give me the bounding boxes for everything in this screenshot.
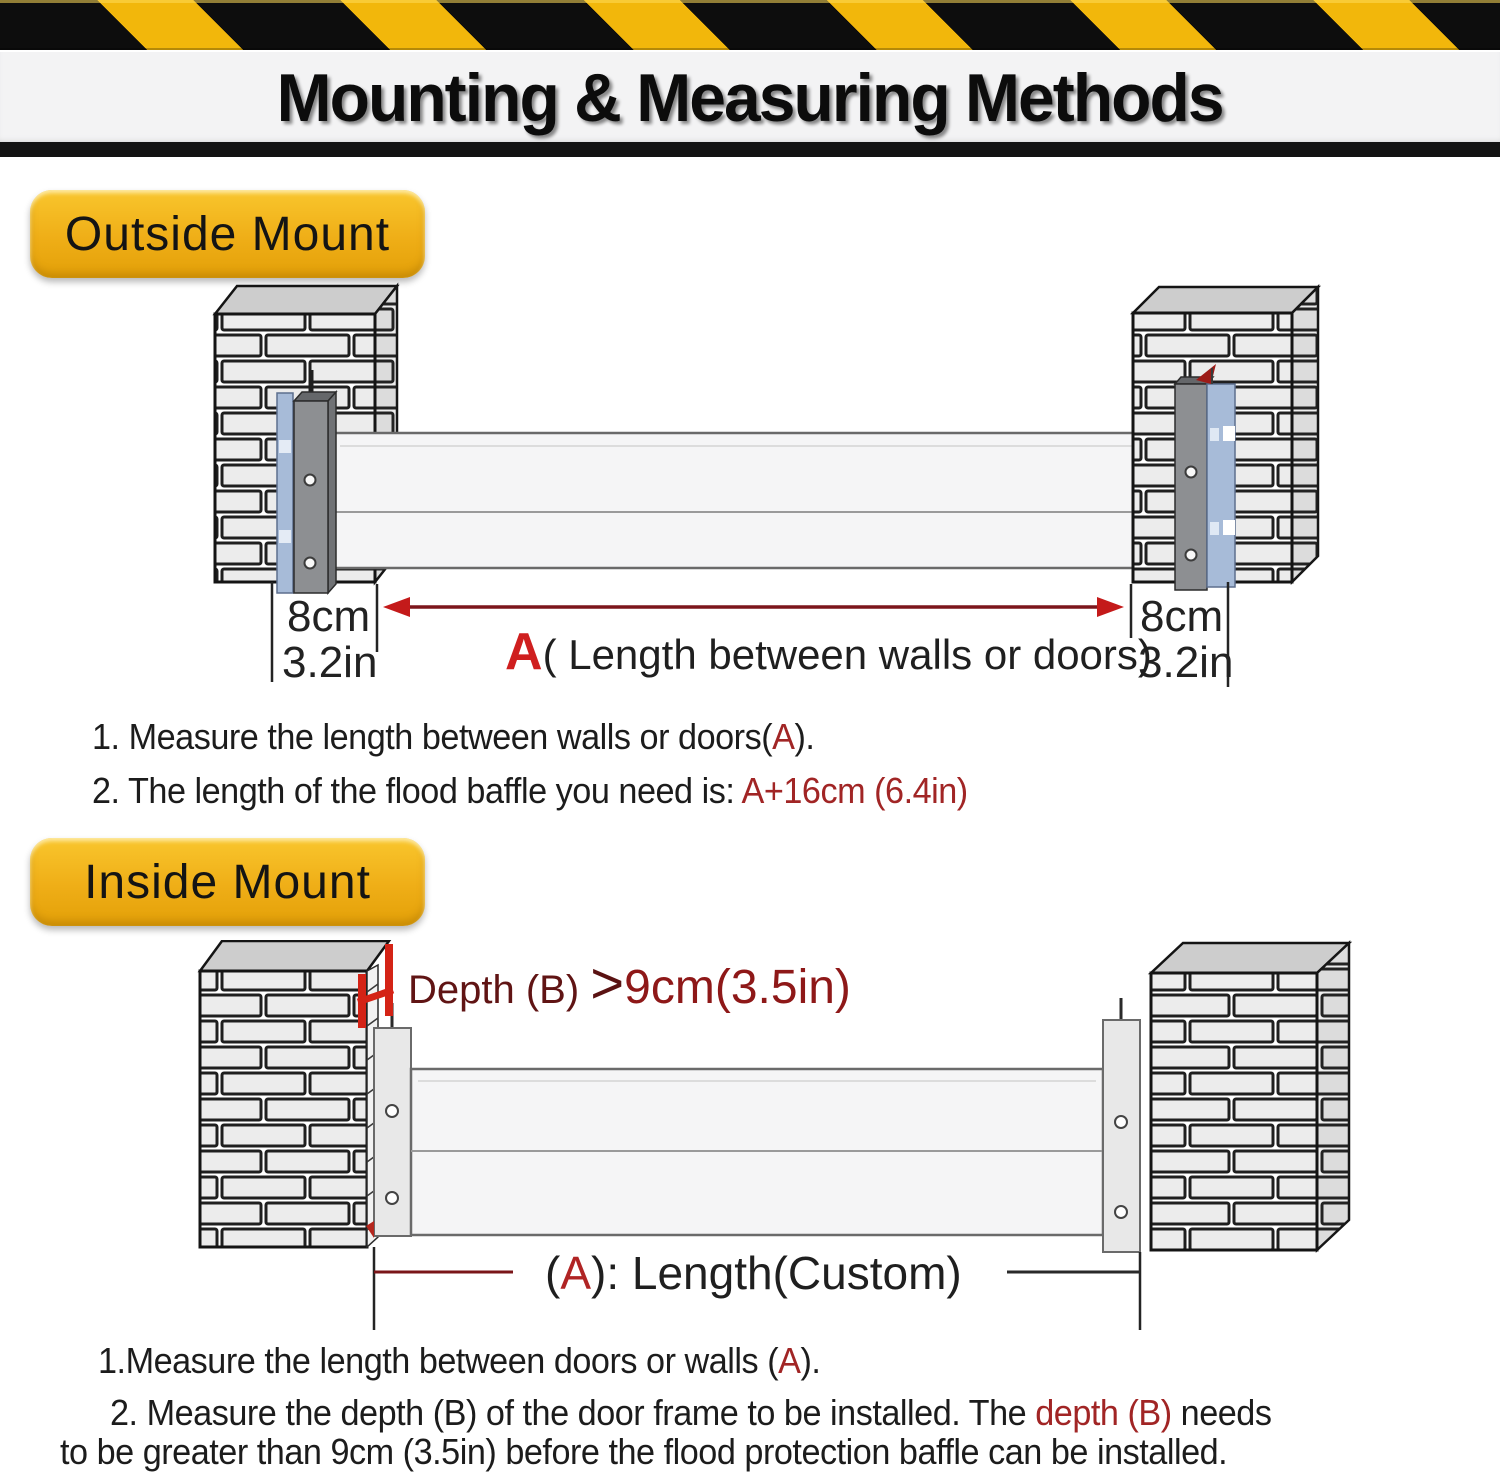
outside-mount-diagram <box>0 280 1500 700</box>
length-note-label: (A): Length(Custom) <box>545 1247 962 1299</box>
arrowhead-right-icon <box>1097 597 1124 617</box>
left-offset-cm-label: 8cm <box>287 592 371 641</box>
outside-step-1: 1. Measure the length between walls or doors(A). <box>92 716 815 757</box>
outside-mount-badge <box>30 190 425 278</box>
outside-flood-barrier-panel <box>333 433 1175 568</box>
hazard-stripe-banner <box>0 0 1500 50</box>
inside-right-bracket-plate <box>1103 998 1140 1252</box>
screw-hole-icon <box>305 475 316 486</box>
outside-step-2: 2. The length of the flood baffle you need is: A+16cm (6.4in) <box>92 770 968 811</box>
outside-left-mounting-bracket <box>294 370 336 593</box>
inside-flood-barrier-panel <box>411 1069 1103 1235</box>
inside-mount-badge <box>30 838 425 926</box>
inside-step-2-line-2: to be greater than 9cm (3.5in) before the flood protection baffle can be installed. <box>60 1431 1228 1472</box>
screw-hole-icon <box>1115 1206 1127 1218</box>
inside-mount-badge-label: Inside Mount <box>84 855 371 909</box>
title-divider <box>0 142 1500 157</box>
inside-step-2-line-1: 2. Measure the depth (B) of the door frame to be installed. The depth (B) needs <box>110 1392 1272 1433</box>
page-title: Mounting & Measuring Methods <box>276 60 1223 136</box>
left-offset-in-label: 3.2in <box>282 638 378 687</box>
screw-hole-icon <box>1115 1116 1127 1128</box>
screw-hole-icon <box>1186 467 1197 478</box>
outside-mount-badge-label: Outside Mount <box>64 207 391 261</box>
right-offset-cm-label: 8cm <box>1140 592 1224 641</box>
arrowhead-left-icon <box>383 597 410 617</box>
screw-hole-icon <box>1186 550 1197 561</box>
inside-mount-diagram <box>0 940 1500 1335</box>
screw-hole-icon <box>386 1105 398 1117</box>
inside-step-1: 1.Measure the length between doors or walls (A). <box>98 1340 821 1381</box>
depth-note-label: Depth (B) >9cm(3.5in) <box>408 951 851 1016</box>
screw-hole-icon <box>305 558 316 569</box>
screw-hole-icon <box>386 1192 398 1204</box>
inside-right-pillar <box>1151 943 1349 1250</box>
outside-left-seal-strip <box>277 393 293 593</box>
title-bar <box>0 50 1500 144</box>
span-length-label: A( Length between walls or doors) <box>505 623 1152 681</box>
right-offset-in-label: 3.2in <box>1138 638 1234 687</box>
